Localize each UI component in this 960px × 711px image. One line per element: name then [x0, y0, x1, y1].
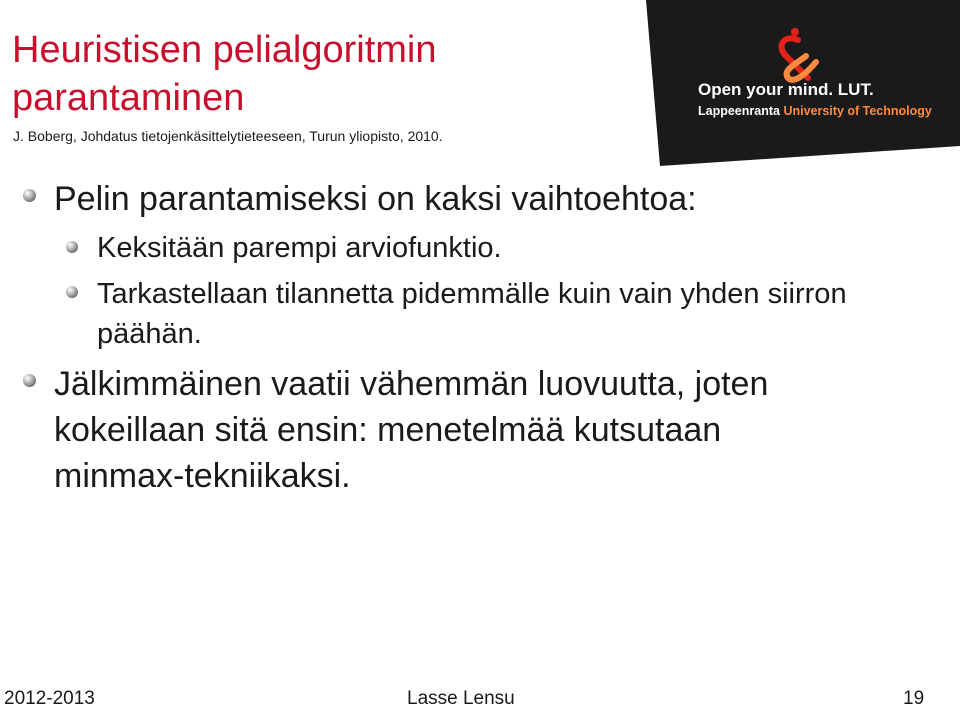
- sub-bullet-text: Tarkastellaan tilannetta pidemmälle kuin vain yhden siirron päähän.: [97, 278, 847, 350]
- bullet-text: Jälkimmäinen vaatii vähemmän luovuutta, joten kokeillaan sitä ensin: menetelmää kutsutaan minmax-tekniikaksi.: [54, 365, 769, 495]
- sub-bullet-icon: [66, 241, 78, 253]
- bullet-icon: [23, 189, 36, 202]
- bullet-icon: [23, 374, 36, 387]
- footer-author: Lasse Lensu: [407, 688, 515, 709]
- logo-slogan: Open your mind. LUT.: [698, 80, 874, 99]
- logo-university-name: [698, 104, 932, 118]
- lut-logo: [646, 0, 960, 166]
- slide-title: Heuristisen pelialgoritmin parantaminen: [12, 29, 437, 119]
- slide-number: 19: [903, 688, 925, 709]
- sub-bullet-text: Keksitään parempi arviofunktio.: [97, 232, 502, 264]
- source-citation: J. Boberg, Johdatus tietojenkäsittelytieteeseen, Turun yliopisto, 2010.: [13, 128, 443, 144]
- logo-city: Lappeenranta: [698, 104, 780, 118]
- sub-bullet-icon: [66, 286, 78, 298]
- footer-year: 2012-2013: [4, 688, 95, 709]
- logo-university: University of Technology: [783, 104, 932, 118]
- bullet-text: Pelin parantamiseksi on kaksi vaihtoehtoa:: [54, 180, 697, 218]
